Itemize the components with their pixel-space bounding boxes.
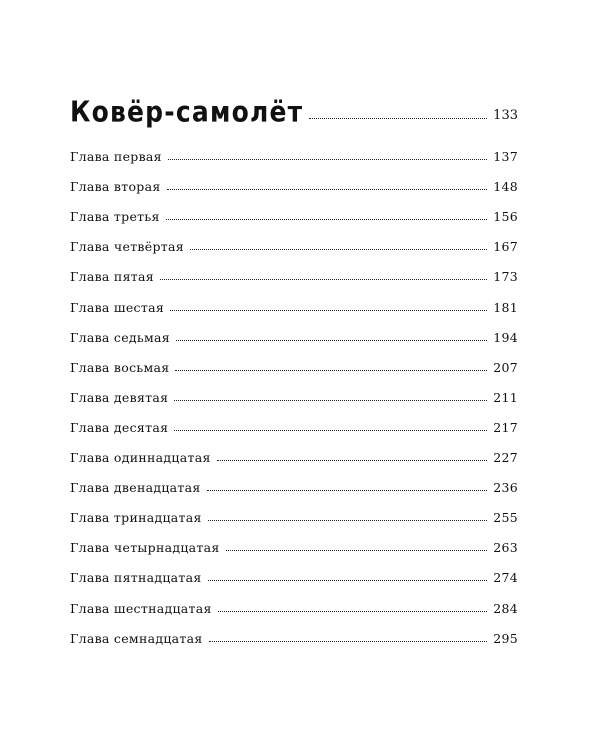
dot-leader xyxy=(175,370,487,371)
chapter-page-number: 173 xyxy=(493,269,518,285)
dot-leader xyxy=(176,340,487,341)
chapter-title: Глава одиннадцатая xyxy=(70,450,211,466)
toc-entry xyxy=(70,555,518,585)
table-of-contents xyxy=(70,90,518,646)
chapter-page-number: 181 xyxy=(493,299,518,315)
chapter-page-number: 211 xyxy=(493,389,518,405)
dot-leader xyxy=(174,430,487,431)
chapter-title: Глава четвёртая xyxy=(70,239,184,255)
chapter-page-number: 295 xyxy=(493,630,518,646)
toc-entry xyxy=(70,435,518,465)
toc-entry xyxy=(70,315,518,345)
dot-leader xyxy=(207,490,488,491)
dot-leader xyxy=(170,310,487,311)
chapter-page-number: 263 xyxy=(493,540,518,556)
dot-leader xyxy=(166,219,488,220)
chapter-page-number: 137 xyxy=(493,149,518,165)
chapter-title: Глава седьмая xyxy=(70,329,170,345)
toc-title-row xyxy=(70,90,518,129)
toc-entry xyxy=(70,284,518,314)
chapter-page-number: 284 xyxy=(493,600,518,616)
dot-leader xyxy=(309,118,487,119)
chapter-page-number: 148 xyxy=(493,179,518,195)
chapter-page-number: 207 xyxy=(493,359,518,375)
dot-leader xyxy=(190,249,487,250)
chapter-page-number: 274 xyxy=(493,570,518,586)
toc-entry xyxy=(70,345,518,375)
toc-entry xyxy=(70,194,518,224)
chapter-title: Глава вторая xyxy=(70,179,161,195)
toc-entry xyxy=(70,375,518,405)
dot-leader xyxy=(167,189,488,190)
toc-entry xyxy=(70,405,518,435)
dot-leader xyxy=(208,520,488,521)
chapter-title: Глава первая xyxy=(70,149,162,165)
dot-leader xyxy=(174,400,487,401)
toc-entry xyxy=(70,525,518,555)
chapter-title: Глава пятая xyxy=(70,269,154,285)
toc-entry xyxy=(70,224,518,254)
chapter-page-number: 194 xyxy=(493,329,518,345)
dot-leader xyxy=(160,279,487,280)
chapter-title: Глава четырнадцатая xyxy=(70,540,220,556)
chapter-title: Глава шестнадцатая xyxy=(70,600,212,616)
chapter-page-number: 217 xyxy=(493,419,518,435)
chapter-title: Глава шестая xyxy=(70,299,165,315)
chapter-page-number: 255 xyxy=(493,510,518,526)
toc-entry xyxy=(70,164,518,194)
toc-entry xyxy=(70,616,518,646)
chapter-title: Глава семнадцатая xyxy=(70,630,203,646)
toc-entry xyxy=(70,465,518,495)
dot-leader xyxy=(226,550,488,551)
dot-leader xyxy=(209,641,488,642)
chapter-title: Глава девятая xyxy=(70,389,169,405)
section-page-number: 133 xyxy=(493,108,518,123)
toc-entry xyxy=(70,495,518,525)
chapter-title: Глава десятая xyxy=(70,419,169,435)
chapter-page-number: 236 xyxy=(493,480,518,496)
toc-entry xyxy=(70,134,518,164)
dot-leader xyxy=(218,611,488,612)
toc-entry xyxy=(70,254,518,284)
dot-leader xyxy=(168,159,487,160)
chapter-title: Глава двенадцатая xyxy=(70,480,201,496)
chapter-title: Глава восьмая xyxy=(70,359,170,375)
chapter-title: Глава пятнадцатая xyxy=(70,570,202,586)
chapter-page-number: 156 xyxy=(493,209,518,225)
chapter-title: Глава третья xyxy=(70,209,160,225)
section-title: Ковёр-самолёт xyxy=(70,94,304,129)
toc-entry xyxy=(70,585,518,615)
dot-leader xyxy=(217,460,488,461)
chapter-list xyxy=(70,134,518,646)
chapter-title: Глава тринадцатая xyxy=(70,510,202,526)
chapter-page-number: 167 xyxy=(493,239,518,255)
chapter-page-number: 227 xyxy=(493,450,518,466)
dot-leader xyxy=(208,580,488,581)
